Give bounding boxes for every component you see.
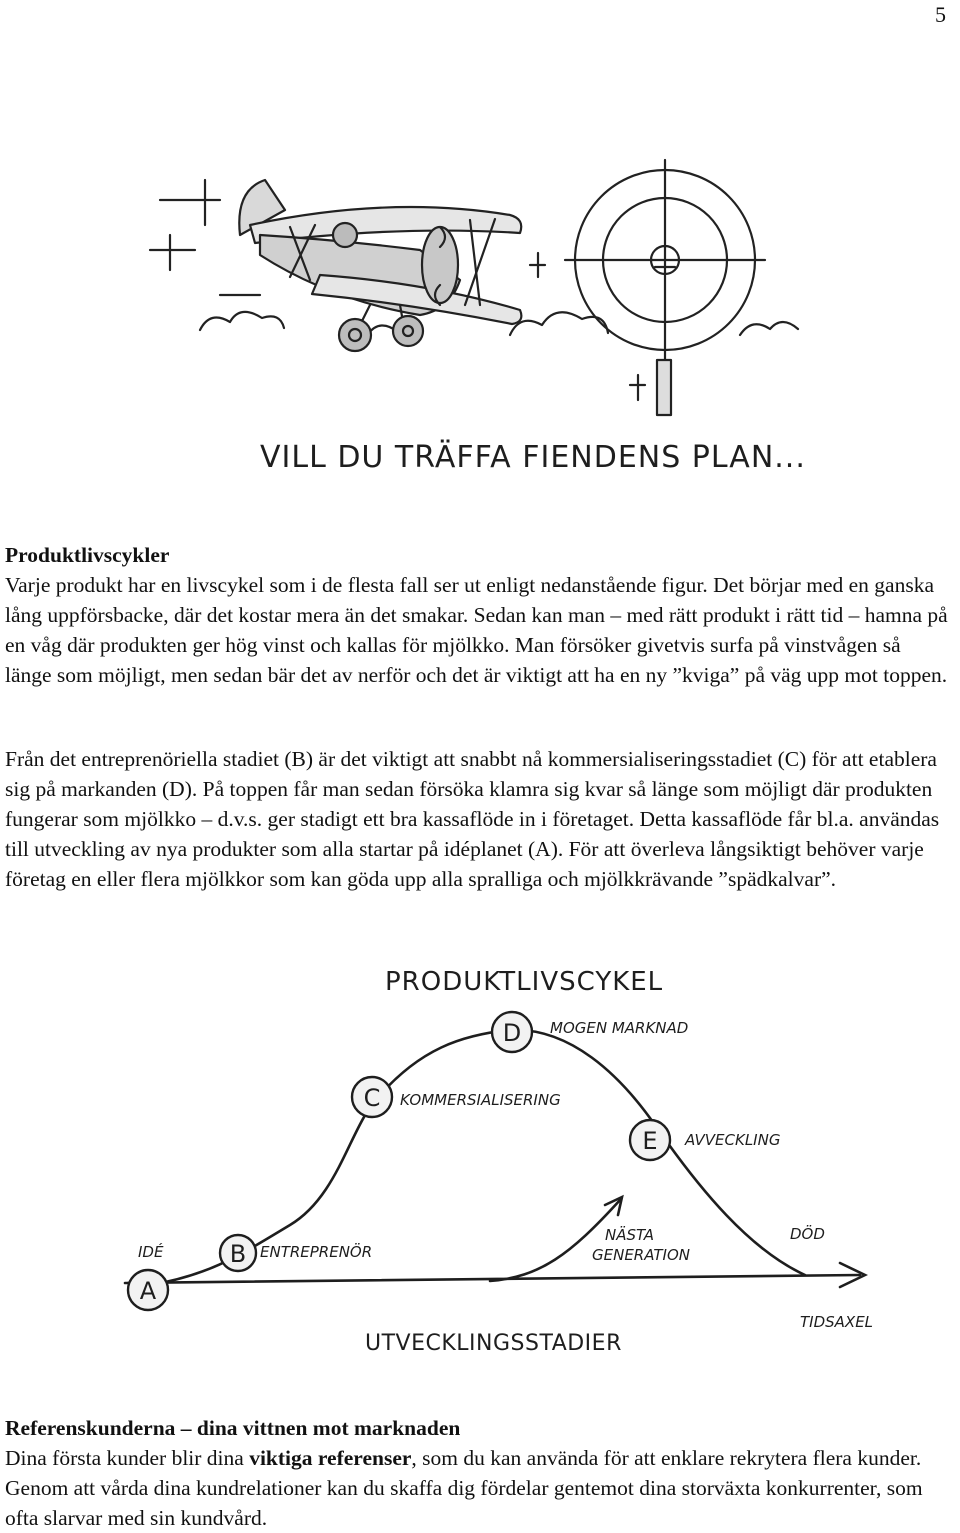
biplane-target-cartoon: [140, 155, 840, 485]
product-lifecycle-diagram: [100, 955, 900, 1365]
referenskunder-text-part2: , som du kan använda för att enklare rekrytera flera kunder. Genom att vårda dina kundrelationer kan du skaffa dig fördelar gentemot dina storväxta konkurrenter, som ofta slarvar med sin kundvård.: [5, 1446, 923, 1530]
stage-letter-b: B: [229, 1240, 247, 1268]
section-produktlivscykler: [5, 540, 952, 690]
next-generation-curve: [490, 1200, 620, 1281]
target: [530, 160, 765, 415]
stage-label-entreprenor: ENTREPRENÖR: [260, 1243, 373, 1261]
referenskunder-text-part1: Dina första kunder blir dina: [5, 1446, 250, 1470]
paragraph-produktlivscykler: Varje produkt har en livscykel som i de flesta fall ser ut enligt nedanstående figur. Det börjar med en ganska lång uppförsbacke, där det kostar mera än det smakar. Sedan kan man – med rätt produkt i rätt tid – hamna på en våg där produkten ger hög vinst och kallas för mjölkko. Man försöker givetvis surfa på vinstvågen så länge som möjligt, men sedan bär det av nerför och det är viktigt att ha en ny ”kviga” på väg upp mot toppen.: [5, 573, 948, 687]
heading-produktlivscykler: Produktlivscykler: [5, 543, 170, 567]
paragraph-stages: Från det entreprenöriella stadiet (B) är det viktigt att snabbt nå kommersialiseringsstadiet (C) för att etablera sig på markanden (D). På toppen får man sedan försöka klamra sig kvar så länge som möjligt där produkten fungerar som mjölkko – d.v.s. ger stadigt ett bra kassaflöde in i företaget. Detta kassaflöde får bl.a. användas till utveckling av nya produkter som alla startar på idéplanet (A). För att överleva långsiktigt behöver varje företag en eller flera mjölkkor som kan göda upp alla spralliga och mjölkkrävande ”spädkalvar”.: [5, 747, 940, 891]
death-label: DÖD: [790, 1225, 825, 1243]
stage-letter-d: D: [502, 1019, 522, 1047]
heading-referenskunder: Referenskunderna – dina vittnen mot marknaden: [5, 1416, 461, 1440]
next-generation-label-line1: NÄSTA: [605, 1226, 655, 1244]
section-stages-paragraph: [5, 744, 952, 894]
diagram-title: PRODUKTLIVSCYKEL: [385, 967, 664, 997]
stage-label-ide: IDÉ: [138, 1243, 164, 1261]
cartoon-caption: VILL DU TRÄFFA FIENDENS PLAN...: [260, 440, 806, 475]
stage-letter-a: A: [139, 1277, 157, 1305]
development-stages-label: UTVECKLINGSSTADIER: [365, 1331, 622, 1356]
stage-letter-c: C: [363, 1084, 381, 1112]
cloud-left: [200, 312, 284, 330]
paragraph-referenskunder: [5, 1443, 952, 1533]
stage-label-kommersialisering: KOMMERSIALISERING: [400, 1091, 561, 1109]
page-number: 5: [935, 2, 946, 27]
time-axis-label: TIDSAXEL: [800, 1313, 874, 1331]
section-referenskunder: [5, 1413, 952, 1533]
stage-letter-e: E: [642, 1127, 658, 1155]
stage-label-mogen-marknad: MOGEN MARKNAD: [550, 1019, 689, 1037]
referenskunder-bold-phrase: viktiga referenser: [249, 1446, 412, 1470]
stage-label-avveckling: AVVECKLING: [685, 1131, 781, 1149]
next-generation-label-line2: GENERATION: [592, 1246, 691, 1264]
cloud-far-right: [740, 322, 798, 335]
